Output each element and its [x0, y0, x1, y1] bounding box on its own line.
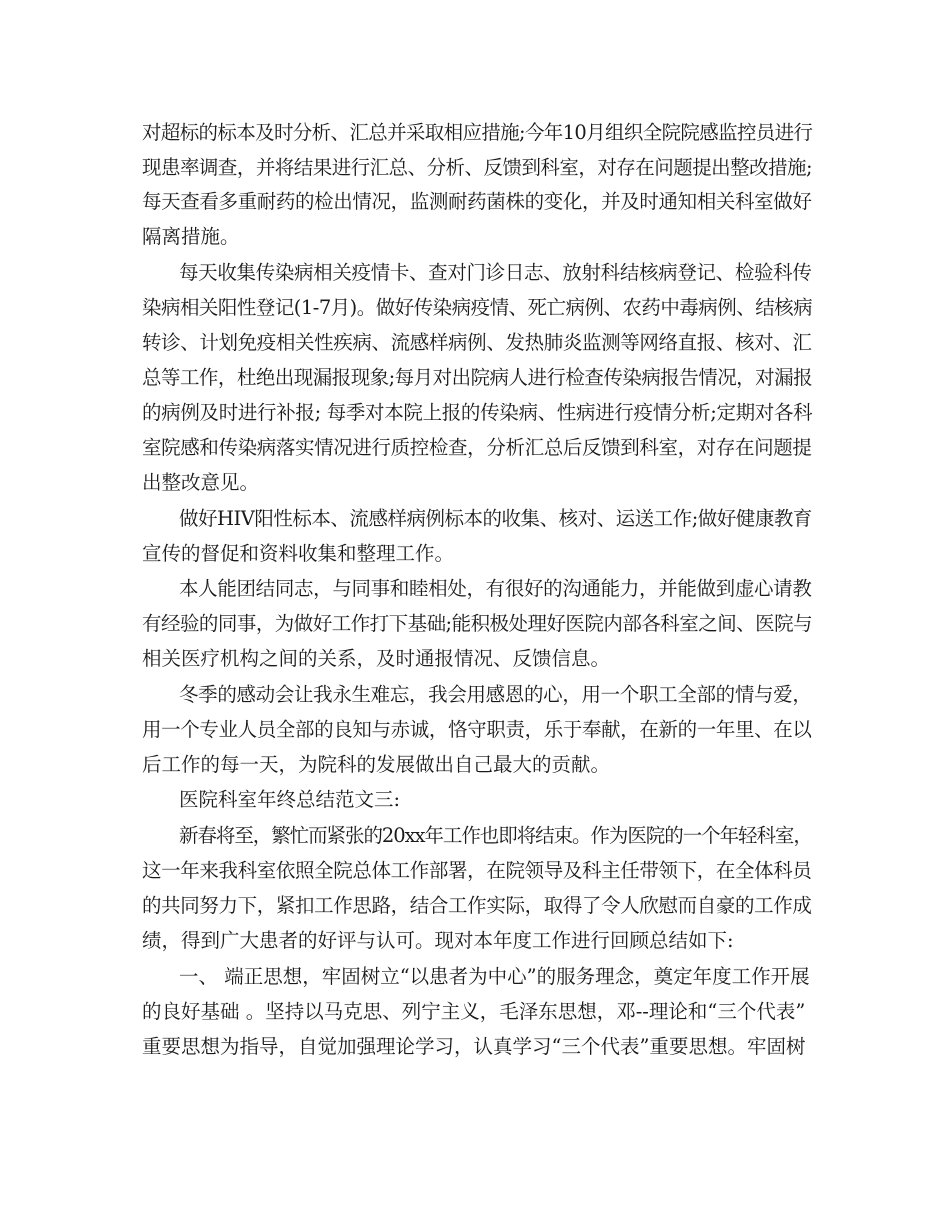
text-line: 对超标的标本及时分析、汇总并采取相应措施;今年10月组织全院院感监控员进行: [142, 121, 813, 144]
text-line: 这一年来我科室依照全院总体工作部署，在院领导及科主任带领下，在全体科员: [142, 859, 812, 882]
text-line: 宣传的督促和资料收集和整理工作。: [142, 542, 455, 565]
paragraph-first-line: 做好HIV阳性标本、流感样病例标本的收集、核对、运送工作;做好健康教育: [179, 507, 812, 530]
paragraph-first-line: 本人能团结同志，与同事和睦相处，有很好的沟通能力，并能做到虚心请教: [179, 577, 812, 600]
paragraph-first-line: 每天收集传染病相关疫情卡、查对门诊日志、放射科结核病登记、检验科传: [179, 261, 812, 284]
text-line: 的共同努力下，紧扣工作思路，结合工作实际，取得了令人欣慰而自豪的工作成: [142, 894, 812, 917]
text-line: 用一个专业人员全部的良知与赤诚，恪守职责，乐于奉献，在新的一年里、在以: [142, 718, 812, 741]
paragraph-first-line: 新春将至，繁忙而紧张的20xx年工作也即将结束。作为医院的一个年轻科室，: [179, 824, 812, 847]
text-line: 隔离措施。: [142, 225, 240, 248]
section-heading: 医院科室年终总结范文三:: [179, 788, 401, 811]
text-line: 现患率调查，并将结果进行汇总、分析、反馈到科室，对存在问题提出整改措施;: [142, 156, 813, 179]
text-line: 有经验的同事，为做好工作打下基础;能积极处理好医院内部各科室之间、医院与: [142, 612, 813, 635]
text-line: 重要思想为指导，自觉加强理论学习，认真学习“三个代表”重要思想。牢固树: [142, 1035, 806, 1058]
text-line: 转诊、计划免疫相关性疾病、流感样病例、发热肺炎监测等网络直报、核对、汇: [142, 331, 812, 354]
text-line: 的病例及时进行补报; 每季对本院上报的传染病、性病进行疫情分析;定期对各科: [142, 401, 813, 424]
text-line: 总等工作，杜绝出现漏报现象;每月对出院病人进行检查传染病报告情况，对漏报: [142, 366, 813, 389]
text-line: 每天查看多重耐药的检出情况，监测耐药菌株的变化，并及时通知相关科室做好: [142, 190, 812, 213]
text-line: 的良好基础 。坚持以马克思、列宁主义，毛泽东思想，邓--理论和“三个代表”: [142, 1000, 806, 1023]
text-line: 染病相关阳性登记(1-7月)。做好传染病疫情、死亡病例、农药中毒病例、结核病: [142, 296, 813, 319]
text-line: 相关医疗机构之间的关系，及时通报情况、反馈信息。: [142, 647, 611, 670]
text-line: 后工作的每一天，为院科的发展做出自己最大的贡献。: [142, 753, 611, 776]
paragraph-first-line: 冬季的感动会让我永生难忘，我会用感恩的心，用一个职工全部的情与爱，: [179, 683, 812, 706]
text-line: 室院感和传染病落实情况进行质控检查，分析汇总后反馈到科室，对存在问题提: [142, 436, 812, 459]
paragraph-first-line: 一、 端正思想，牢固树立“以患者为中心”的服务理念，奠定年度工作开展: [179, 965, 810, 988]
text-line: 出整改意见。: [142, 471, 260, 494]
text-line: 绩，得到广大患者的好评与认可。现对本年度工作进行回顾总结如下:: [142, 929, 734, 952]
